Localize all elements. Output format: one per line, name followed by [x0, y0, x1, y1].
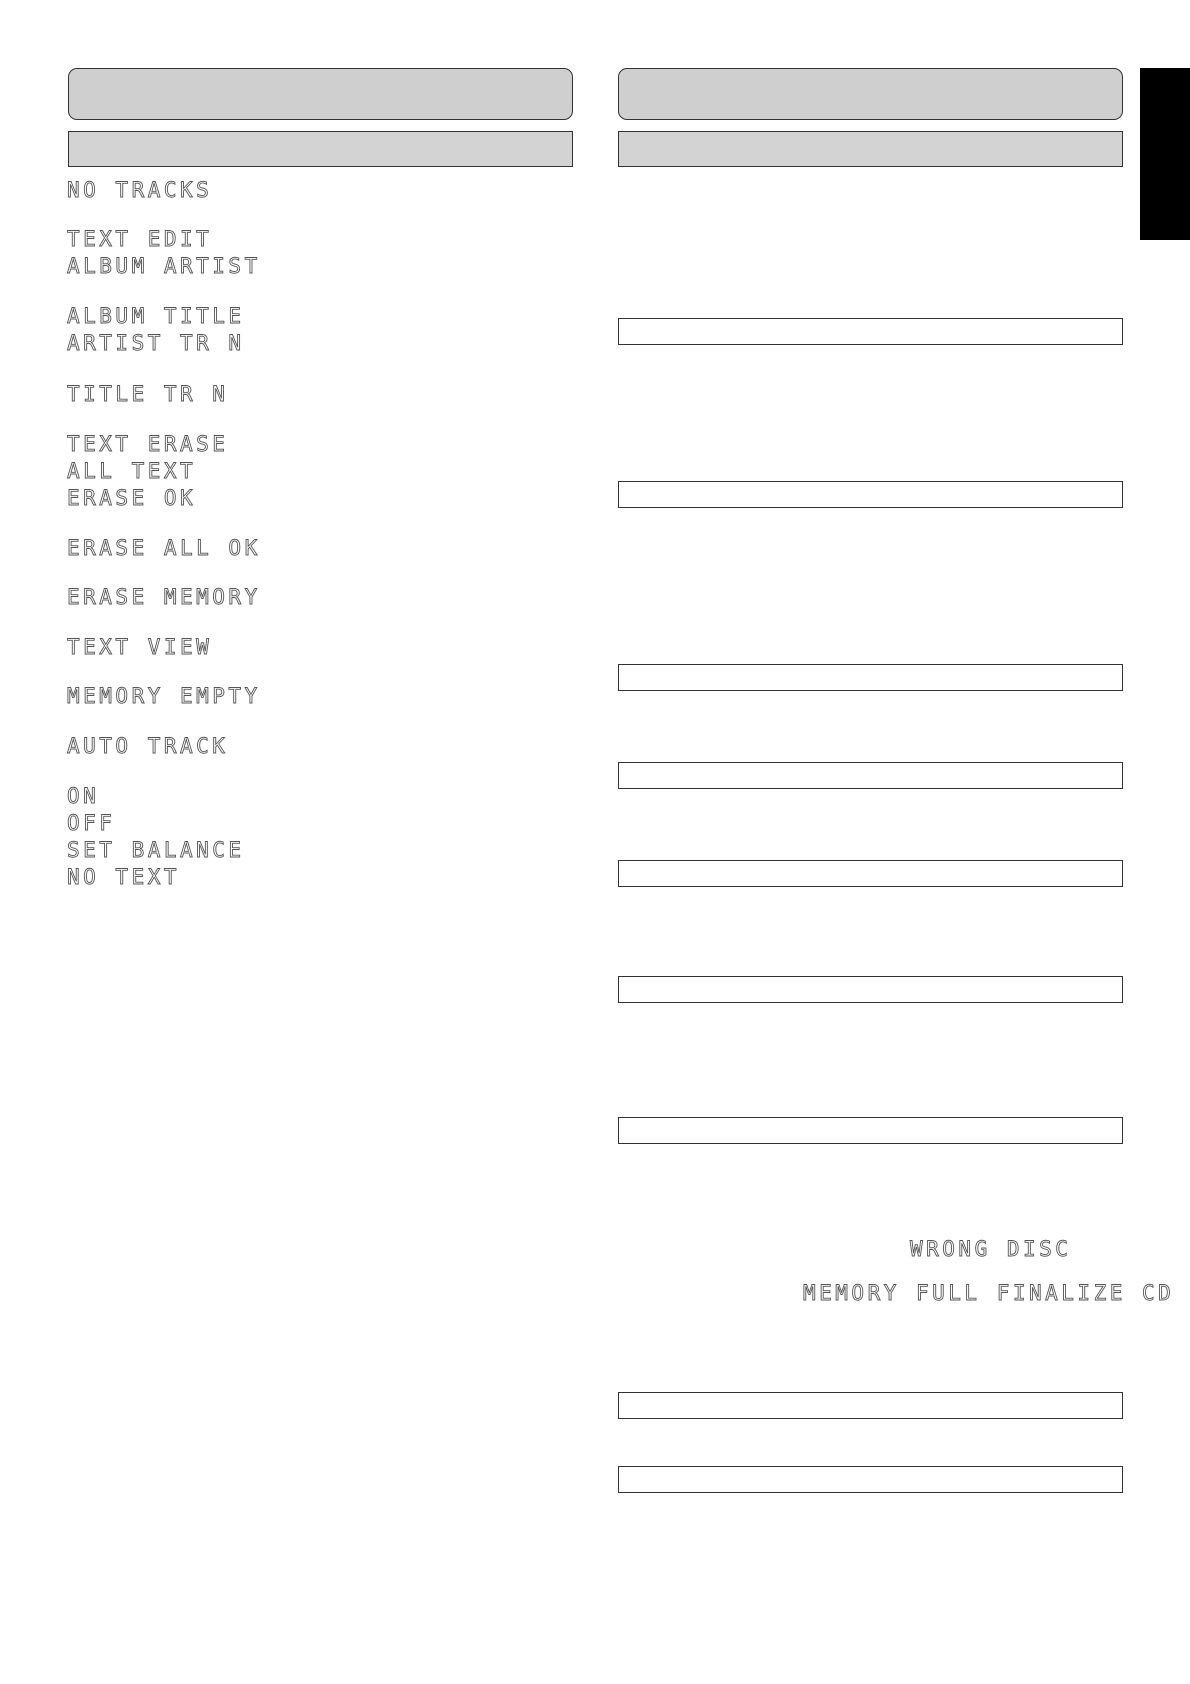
lcd-memory-full: MEMORY FULL FINALIZE CD [803, 1281, 1175, 1305]
right-frame-9 [618, 1466, 1123, 1493]
lcd-wrong-disc: WRONG DISC [910, 1237, 1072, 1261]
lcd-message: AUTO TRACK [67, 734, 229, 758]
lcd-message: ERASE OK [67, 486, 197, 510]
lcd-message: NO TRACKS [67, 178, 213, 202]
lcd-message: TEXT EDIT [67, 227, 213, 251]
right-frame-5 [618, 860, 1123, 887]
left-column-header [68, 68, 573, 120]
lcd-message: MEMORY EMPTY [67, 684, 261, 708]
right-frame-7 [618, 1117, 1123, 1144]
right-frame-8 [618, 1392, 1123, 1419]
lcd-message: ARTIST TR N [67, 331, 245, 355]
right-column-header [618, 68, 1123, 120]
lcd-message: ALBUM TITLE [67, 304, 245, 328]
right-frame-4 [618, 762, 1123, 789]
left-column-subheader [68, 131, 573, 167]
lcd-message: ON [67, 784, 100, 808]
lcd-message: TITLE TR N [67, 382, 229, 406]
right-column-subheader [618, 131, 1123, 167]
lcd-message: NO TEXT [67, 865, 181, 889]
right-frame-6 [618, 976, 1123, 1003]
lcd-message: TEXT VIEW [67, 635, 213, 659]
right-frame-2 [618, 481, 1123, 508]
lcd-message: SET BALANCE [67, 838, 245, 862]
section-thumb-tab [1140, 68, 1190, 240]
lcd-message: ALL TEXT [67, 459, 197, 483]
lcd-message: ERASE ALL OK [67, 536, 261, 560]
lcd-message: ERASE MEMORY [67, 585, 261, 609]
lcd-message: ALBUM ARTIST [67, 254, 261, 278]
right-frame-1 [618, 318, 1123, 345]
lcd-message: OFF [67, 811, 116, 835]
right-frame-3 [618, 664, 1123, 691]
lcd-message: TEXT ERASE [67, 432, 229, 456]
